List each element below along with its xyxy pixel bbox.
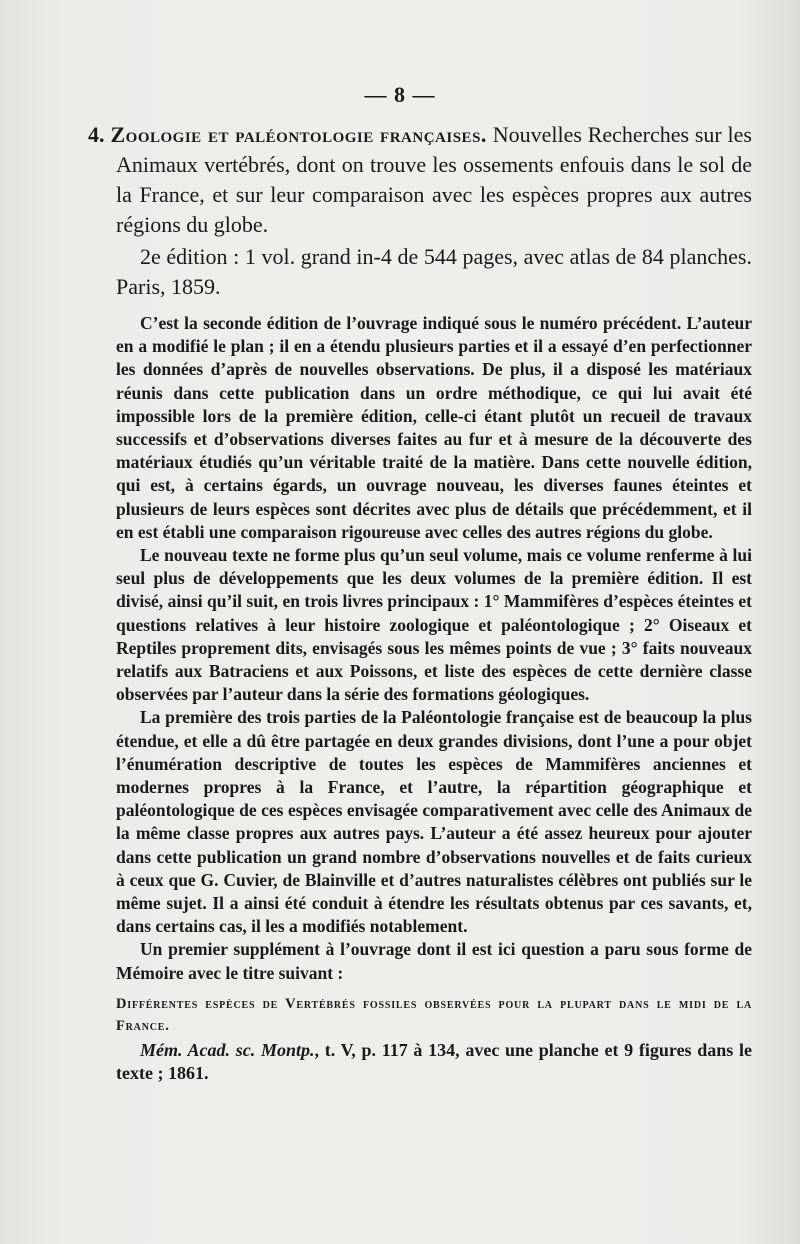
paragraph-1: C’est la seconde édition de l’ouvrage indiqué sous le numéro précédent. L’auteur en a modifié le plan ; il en a étendu plusieurs parties et il a essayé d’en perfectionner les données d’après de nouvelles observations. De plus, il a disposé les matériaux réunis dans cette publication dans un ordre méthodique, ce qui lui avait été impossible lors de la première édition, celle-ci étant plutôt un recueil de travaux successifs et d’observations diverses faites au fur et à mesure de la découverte des matériaux étudiés qu’un véritable traité de la matière. Dans cette nouvelle édition, qui est, à certains égards, un ouvrage nouveau, les diverses faunes éteintes et plusieurs de leurs espèces sont décrites avec plus de détails que précédemment, et il en est établi une comparaison rigoureuse avec celles des autres régions du globe. (116, 313, 752, 542)
page-content (88, 120, 752, 1085)
publication-reference (116, 1039, 752, 1085)
page-number: — 8 — (364, 82, 436, 107)
entry-number: 4. (88, 122, 105, 147)
reference-details: , t. V, p. 117 à 134, avec une planche et 9 figures dans le texte ; 1861. (116, 1039, 752, 1083)
paragraph-2: Le nouveau texte ne forme plus qu’un seul volume, mais ce volume renferme à lui seul plus de développements que les deux volumes de la première édition. Il est divisé, ainsi qu’il suit, en trois livres principaux : 1° Mammifères d’espèces éteintes et questions relatives à leur histoire zoologique et paléontologique ; 2° Oiseaux et Reptiles proprement dits, envisagés sous les mêmes points de vue ; 3° faits nouveaux relatifs aux Batraciens et aux Poissons, et liste des espèces de cette dernière classe observées par l’auteur dans la série des formations géologiques. (116, 545, 752, 705)
memoire-title: Différentes espèces de Vertébrés fossiles observées pour la plupart dans le midi de la France. (116, 995, 752, 1034)
paragraph-4: Un premier supplément à l’ouvrage dont il est ici question a paru sous forme de Mémoire avec le titre suivant : (116, 939, 752, 983)
edition-info: 2e édition : 1 vol. grand in-4 de 544 pages, avec atlas de 84 planches. Paris, 1859. (116, 244, 752, 299)
entry-heading (88, 120, 752, 240)
entry-book-title: Nouvelles Recherches sur les Animaux vertébrés, dont on trouve les ossements enfouis dans le sol de la France, et sur leur comparaison avec les espèces propres aux autres régions du globe. (116, 122, 752, 237)
journal-name: Mém. Acad. sc. Montp. (140, 1039, 315, 1060)
entry-section-title: Zoologie et paléontologie françaises. (110, 122, 487, 147)
paragraph-3: La première des trois parties de la Paléontologie française est de beaucoup la plus étendue, et elle a dû être partagée en deux grandes divisions, dont l’une a pour objet l’énumération descriptive de toutes les espèces de Mammifères anciennes et modernes propres à la France, et l’autre, la répartition géographique et paléontologique de ces espèces envisagée comparativement avec celle des Animaux de la même classe propres aux autres pays. L’auteur a été assez heureux pour ajouter dans cette publication un grand nombre d’observations nouvelles et de faits curieux à ceux que G. Cuvier, de Blainville et d’autres naturalistes célèbres ont publiés sur le même sujet. Il a ainsi été conduit à étendre les résultats obtenus par ces savants, et, dans certains cas, il les a modifiés notablement. (116, 707, 752, 937)
